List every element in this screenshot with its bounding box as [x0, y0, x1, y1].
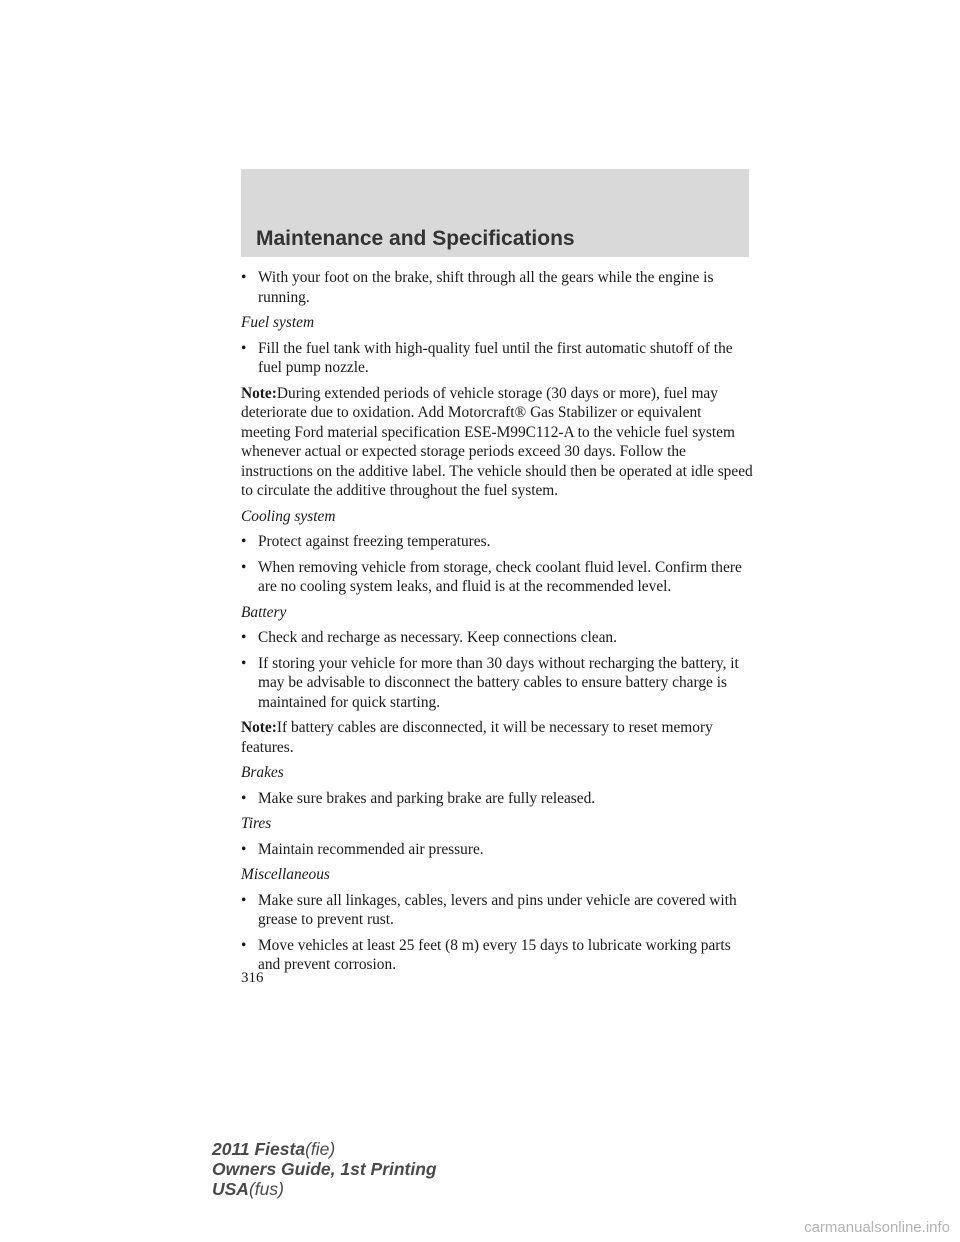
list-item [241, 654, 753, 713]
list-item-text: Make sure all linkages, cables, levers and pins under vehicle are covered with grease to prevent rust. [258, 891, 737, 928]
list-item [241, 936, 753, 975]
footer-model-code: (fie) [305, 1139, 336, 1159]
note-text: During extended periods of vehicle storage (30 days or more), fuel may deteriorate due to oxidation. Add Motorcraft® Gas Stabilizer or equivalent meeting Ford material specification ESE-M99C112-A to the vehicle fuel system whenever actual or expected storage periods exceed 30 days. Follow the instructions on the additive label. The vehicle should then be operated at idle speed to circulate the additive throughout the fuel system. [241, 384, 753, 499]
watermark: carmanualsonline.info [804, 1219, 950, 1236]
note-fuel-storage [241, 384, 753, 501]
footer-market: USA [212, 1179, 249, 1199]
bullet-icon: • [241, 558, 247, 576]
list-item [241, 558, 753, 597]
subheading-battery: Battery [241, 603, 287, 621]
list-item [241, 532, 753, 552]
bullet-icon: • [241, 339, 247, 357]
note-label: Note: [241, 719, 277, 736]
bullet-icon: • [241, 654, 247, 672]
list-item [241, 339, 753, 378]
list-item [241, 891, 753, 930]
list-item-text: If storing your vehicle for more than 30 days without recharging the battery, it may be advisable to disconnect the battery cables to ensure battery charge is maintained for quick starting. [258, 654, 739, 711]
footer-line-guide: Owners Guide, 1st Printing [212, 1159, 437, 1179]
note-battery [241, 718, 753, 757]
page-number: 316 [241, 970, 264, 986]
list-item-text: Protect against freezing temperatures. [258, 533, 491, 550]
subheading-brakes: Brakes [241, 764, 284, 781]
list-item [241, 789, 753, 809]
note-text: If battery cables are disconnected, it will be necessary to reset memory features. [241, 719, 713, 756]
footer-market-code: (fus) [248, 1179, 284, 1199]
bullet-icon: • [241, 891, 247, 909]
list-item-text: With your foot on the brake, shift through all the gears while the engine is running. [258, 269, 714, 306]
list-item [241, 268, 753, 307]
section-title: Maintenance and Specifications [256, 227, 575, 250]
list-item [241, 840, 753, 860]
document-footer [212, 1139, 437, 1199]
list-item-text: Make sure brakes and parking brake are fully released. [258, 789, 596, 807]
list-item [241, 628, 753, 648]
note-label: Note: [241, 384, 277, 402]
footer-line-model [212, 1139, 437, 1159]
list-item-text: Fill the fuel tank with high-quality fuel until the first automatic shutoff of the fuel pump nozzle. [258, 339, 733, 376]
section-header-band [241, 169, 749, 257]
subheading-cooling-system: Cooling system [241, 507, 336, 525]
bullet-icon: • [241, 533, 247, 550]
subheading-miscellaneous: Miscellaneous [241, 866, 330, 883]
list-item-text: Check and recharge as necessary. Keep connections clean. [258, 629, 617, 646]
list-item-text: Maintain recommended air pressure. [258, 840, 484, 858]
footer-line-market [212, 1179, 437, 1199]
bullet-icon: • [241, 840, 247, 858]
bullet-icon: • [241, 269, 247, 286]
bullet-icon: • [241, 789, 247, 807]
page-content [241, 268, 753, 981]
footer-model: 2011 Fiesta [212, 1139, 306, 1159]
subheading-fuel-system: Fuel system [241, 314, 315, 331]
bullet-icon: • [241, 629, 247, 646]
list-item-text: Move vehicles at least 25 feet (8 m) every 15 days to lubricate working parts and prevent corrosion. [258, 936, 731, 973]
bullet-icon: • [241, 936, 247, 954]
subheading-tires: Tires [241, 815, 272, 832]
list-item-text: When removing vehicle from storage, check coolant fluid level. Confirm there are no cooling system leaks, and fluid is at the recommended level. [258, 558, 742, 595]
